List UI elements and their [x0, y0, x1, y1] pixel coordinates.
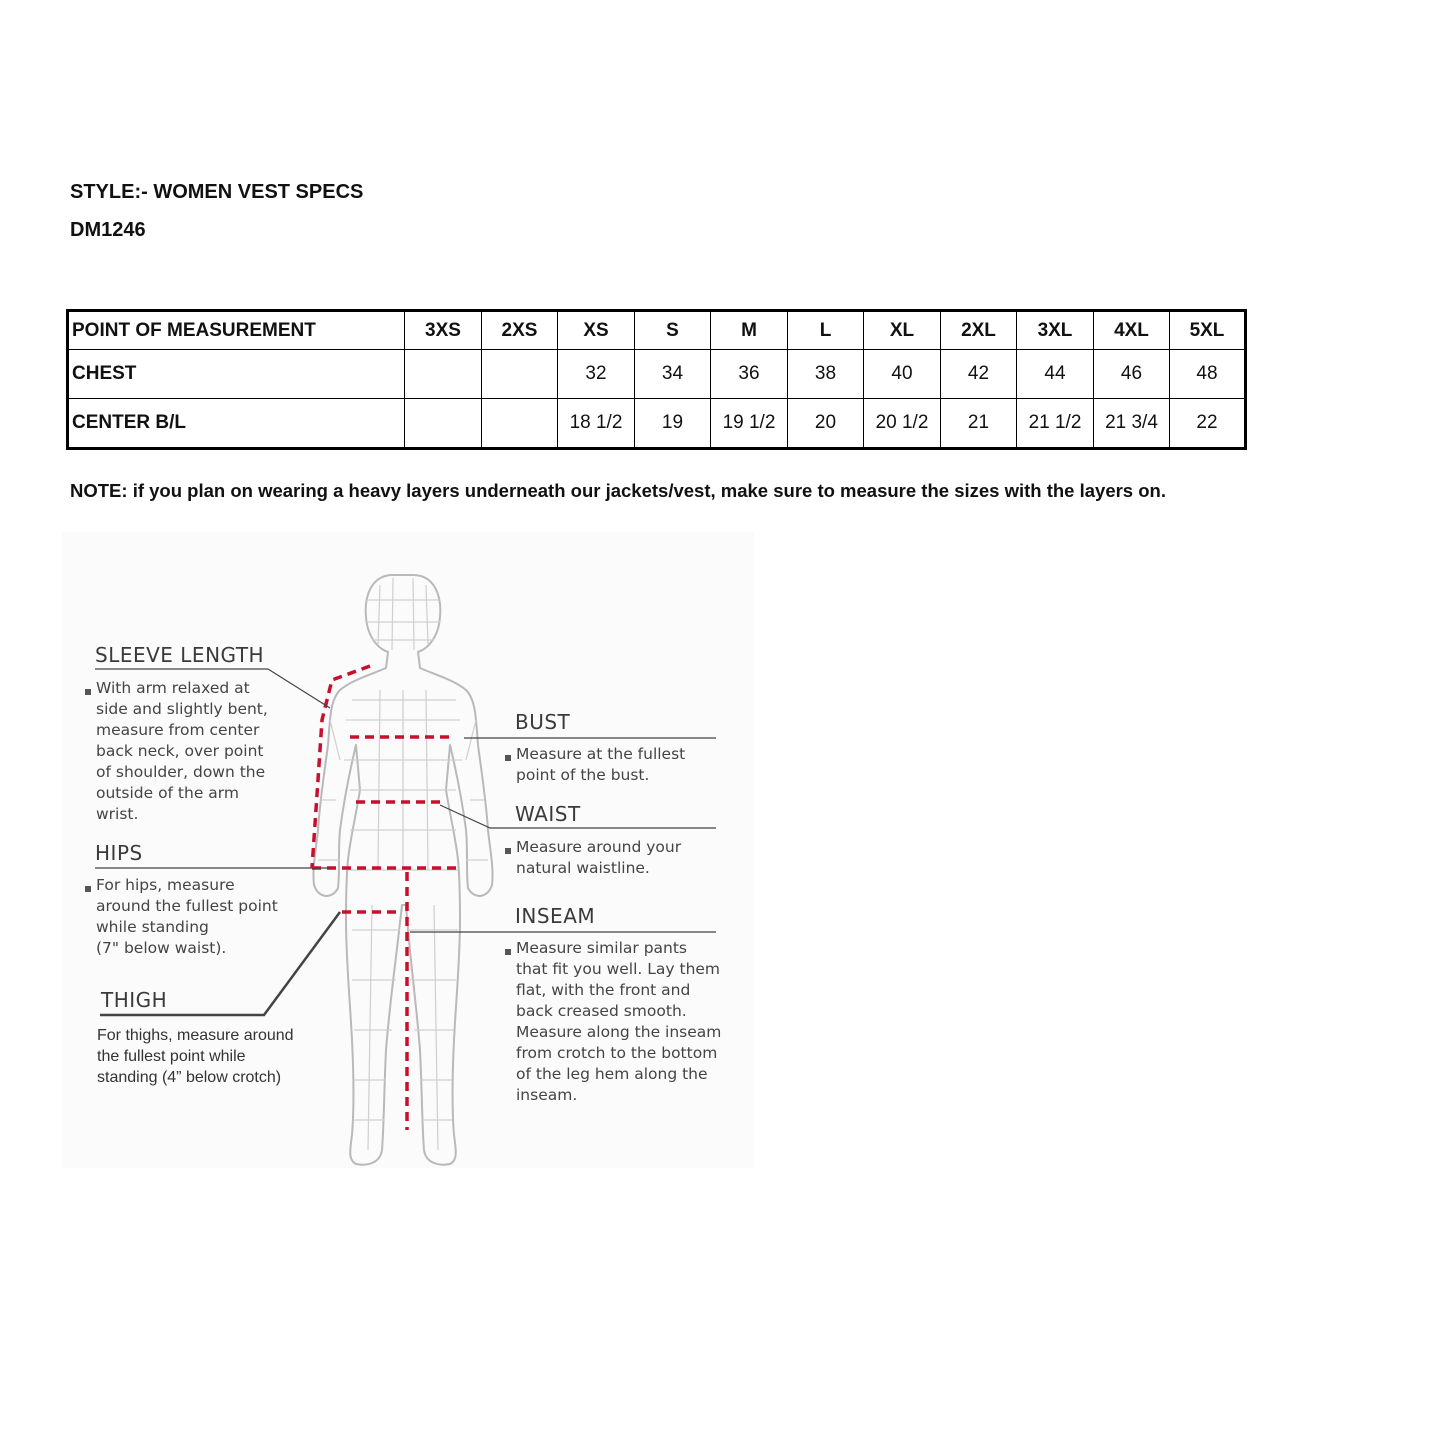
table-cell: 44: [1017, 350, 1094, 399]
bullet-icon: [505, 755, 511, 761]
column-header: 3XL: [1017, 311, 1094, 350]
table-cell: 46: [1094, 350, 1170, 399]
description-line: Measure along the inseam: [516, 1023, 722, 1041]
description-line: standing (4” below crotch): [97, 1069, 282, 1086]
table-cell: [405, 350, 482, 399]
bullet-icon: [85, 886, 91, 892]
row-label: CENTER B/L: [68, 399, 405, 449]
description-line: from crotch to the bottom: [516, 1044, 718, 1062]
column-header: 4XL: [1094, 311, 1170, 350]
table-header-row: [68, 311, 1246, 350]
row-label: CHEST: [68, 350, 405, 399]
description-line: measure from center: [96, 721, 260, 739]
table-cell: 20: [788, 399, 864, 449]
column-header: 2XL: [941, 311, 1017, 350]
table-cell: 40: [864, 350, 941, 399]
table-row-chest: [68, 350, 1246, 399]
table-cell: [482, 399, 558, 449]
description-line: while standing: [96, 918, 209, 936]
description-line: the fullest point while: [97, 1048, 246, 1065]
hips-title: HIPS: [95, 841, 143, 865]
table-cell: 38: [788, 350, 864, 399]
table-cell: 48: [1170, 350, 1246, 399]
column-header: M: [711, 311, 788, 350]
hips-description: [96, 875, 278, 959]
inseam-description: [516, 938, 721, 1106]
style-title: STYLE:- WOMEN VEST SPECS: [70, 181, 364, 203]
description-line: around the fullest point: [96, 897, 278, 915]
description-line: back creased smooth.: [516, 1002, 687, 1020]
description-line: Measure around your: [516, 838, 682, 856]
table-cell: 42: [941, 350, 1017, 399]
table-cell: 21: [941, 399, 1017, 449]
bullet-icon: [85, 689, 91, 695]
layering-note: NOTE: if you plan on wearing a heavy layers underneath our jackets/vest, make sure to measure the sizes with the layers on.: [70, 480, 1166, 501]
waist-title: WAIST: [515, 802, 581, 826]
sleeve-leader: [268, 669, 330, 708]
table-row-center-bl: [68, 399, 1246, 449]
bust-description: [516, 744, 685, 786]
description-line: For hips, measure: [96, 876, 235, 894]
body-contour-mesh: [318, 578, 488, 1150]
column-header: L: [788, 311, 864, 350]
column-header: 5XL: [1170, 311, 1246, 350]
measurement-guide: [62, 532, 754, 1168]
column-header: POINT OF MEASUREMENT: [68, 311, 405, 350]
description-line: natural waistline.: [516, 859, 650, 877]
description-line: that fit you well. Lay them: [516, 960, 721, 978]
inseam-title: INSEAM: [515, 904, 596, 928]
sleeve-dash: [312, 666, 370, 868]
table-cell: [482, 350, 558, 399]
size-spec-table: [66, 309, 1247, 450]
description-line: point of the bust.: [516, 766, 650, 784]
description-line: wrist.: [96, 805, 139, 823]
table-cell: 19 1/2: [711, 399, 788, 449]
style-code: DM1246: [70, 219, 146, 241]
description-line: inseam.: [516, 1086, 578, 1104]
table-cell: 36: [711, 350, 788, 399]
bust-title: BUST: [515, 710, 571, 734]
table-cell: 22: [1170, 399, 1246, 449]
table-cell: 18 1/2: [558, 399, 635, 449]
description-line: Measure similar pants: [516, 939, 688, 957]
description-line: For thighs, measure around: [97, 1027, 294, 1044]
table-cell: 32: [558, 350, 635, 399]
description-line: side and slightly bent,: [96, 700, 268, 718]
description-line: outside of the arm: [96, 784, 239, 802]
column-header: 3XS: [405, 311, 482, 350]
column-header: 2XS: [482, 311, 558, 350]
column-header: XL: [864, 311, 941, 350]
waist-description: [516, 837, 681, 879]
table-cell: [405, 399, 482, 449]
table-cell: 21 1/2: [1017, 399, 1094, 449]
column-header: XS: [558, 311, 635, 350]
sleeve-length-description: [96, 678, 268, 825]
bullet-icon: [505, 949, 511, 955]
table-cell: 19: [635, 399, 711, 449]
table-cell: 20 1/2: [864, 399, 941, 449]
description-line: back neck, over point: [96, 742, 264, 760]
description-line: With arm relaxed at: [96, 679, 250, 697]
description-line: of shoulder, down the: [96, 763, 266, 781]
description-line: of the leg hem along the: [516, 1065, 708, 1083]
thigh-description: [97, 1025, 294, 1088]
description-line: (7" below waist).: [96, 939, 227, 957]
description-line: Measure at the fullest: [516, 745, 686, 763]
description-line: flat, with the front and: [516, 981, 691, 999]
bullet-icon: [505, 848, 511, 854]
table-cell: 34: [635, 350, 711, 399]
sleeve-length-title: SLEEVE LENGTH: [95, 643, 265, 667]
thigh-title: THIGH: [101, 988, 168, 1012]
column-header: S: [635, 311, 711, 350]
table-cell: 21 3/4: [1094, 399, 1170, 449]
